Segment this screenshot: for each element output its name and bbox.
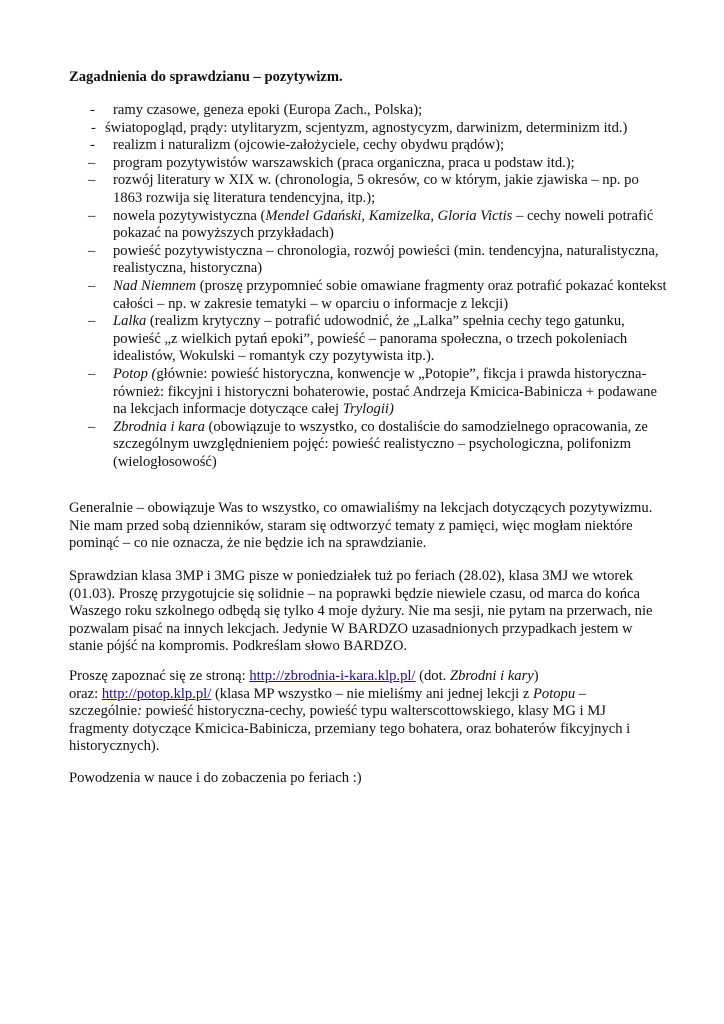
list-item — [88, 208, 668, 243]
bullet-mark: – — [88, 365, 96, 382]
paragraph-test-dates: Sprawdzian klasa 3MP i 3MG pisze w poniedziałek tuż po feriach (28.02), klasa 3MJ we wtorek (01.03). Proszę przygotujcie się solidnie – na poprawki będzie niewiele czasu, od marca do końca Waszego roku szkolnego odbędą się tylko 4 moje dyżury. Nie ma sesji, nie pytam na przerwach, nie pozwalam pisać na innych lekcjach. Jedynie W BARDZO uzasadnionych przypadkach jestem w stanie pójść na kompromis. Podkreślam słowo BARDZO. — [69, 568, 653, 655]
list-item-text: program pozytywistów warszawskich (praca organiczna, praca u podstaw itd.); — [113, 154, 575, 171]
work-title: Mendel Gdański, Kamizelka, Gloria Victis — [265, 207, 513, 224]
topic-list — [88, 102, 668, 471]
document-title: Zagadnienia do sprawdzianu – pozytywizm. — [69, 69, 343, 85]
list-item-text: Lalka (realizm krytyczny – potrafić udowodnić, że „Lalka” spełnia cechy tego gatunku, powieść „z wielkich pytań epoki”, powieść – panorama społeczna, o trzech pokoleniach idealistów, Wokulski – romantyk czy pozytywista itp.). — [113, 313, 628, 365]
bullet-mark: - — [90, 102, 95, 118]
paragraph-general: Generalnie – obowiązuje Was to wszystko, co omawialiśmy na lekcjach dotyczących pozytywizmu. Nie mam przed sobą dzienników, staram się odtworzyć tematy z pamięci, więc mogłam niektóre pominąć – co nie oznacza, że nie będzie ich na sprawdzianie. — [69, 500, 653, 552]
list-item — [88, 102, 668, 120]
link-potop[interactable]: http://potop.klp.pl/ — [101, 685, 212, 702]
work-title: Trylogii) — [342, 401, 394, 418]
list-item — [88, 155, 668, 173]
list-item-text: Potop (głównie: powieść historyczna, konwencje w „Potopie”, fikcja i prawda historyczna- również: fikcyjni i historyczni bohaterowie, postać Andrzeja Kmicica-Babinicza + podawane na lekcjach informacje dotyczące całej Trylogii) — [113, 365, 657, 418]
work-title: Lalka — [113, 313, 147, 330]
bullet-mark: – — [88, 313, 96, 330]
work-title: Zbrodnia i kara — [113, 418, 205, 435]
paragraph-resources: Proszę zapoznać się ze stroną: http://zbrodnia-i-kara.klp.pl/ (dot. Zbrodni i kary) oraz: http://potop.klp.pl/ (klasa MP wszystko – nie mieliśmy ani jednej lekcji z Potopu – szczególnie: powieść historyczna-cechy, powieść typu walterscottowskiego, klasy MG i MJ fragmenty dotyczące Kmicica-Babinicza, przemiany tego bohatera, oraz bohaterów fikcyjnych i historycznych). — [69, 668, 631, 755]
bullet-mark: – — [88, 242, 96, 259]
bullet-mark: – — [88, 207, 96, 224]
list-item — [88, 120, 668, 138]
list-item-text: Nad Niemnem (proszę przypomnieć sobie omawiane fragmenty oraz potrafić pokazać kontekst całości – np. w zakresie tematyki – w oparciu o informacje z lekcji) — [113, 277, 667, 312]
list-item-text: powieść pozytywistyczna – chronologia, rozwój powieści (min. tendencyjna, naturalistyczna, realistyczna, historyczna) — [113, 242, 659, 277]
bullet-mark: - — [91, 119, 96, 136]
list-item-text: światopogląd, prądy: utylitaryzm, scjentyzm, agnostycyzm, darwinizm, determinizm itd.) — [105, 119, 628, 136]
list-item — [88, 137, 668, 155]
list-item — [88, 366, 668, 419]
list-item-text: Zbrodnia i kara (obowiązuje to wszystko, co dostaliście do samodzielnego opracowania, ze szczególnym uwzględnieniem pojęć: powieść realistyczno – psychologiczna, polifonizm (wielogłosowość) — [113, 418, 648, 470]
bullet-mark: – — [88, 418, 96, 435]
list-item — [88, 419, 668, 472]
work-title: Nad Niemnem — [113, 277, 197, 294]
bullet-mark: – — [88, 172, 96, 189]
list-item — [88, 172, 668, 207]
list-item — [88, 243, 668, 278]
bullet-mark: – — [88, 154, 96, 171]
list-item — [88, 278, 668, 313]
list-item-text: ramy czasowe, geneza epoki (Europa Zach., Polska); — [113, 102, 423, 118]
link-zbrodnia-i-kara[interactable]: http://zbrodnia-i-kara.klp.pl/ — [249, 668, 416, 684]
bullet-mark: – — [88, 277, 96, 294]
list-item-text: nowela pozytywistyczna (Mendel Gdański, Kamizelka, Gloria Victis – cechy noweli potrafić pokazać na powyższych przykładach) — [113, 207, 654, 242]
list-item-text: realizm i naturalizm (ojcowie-założyciele, cechy obydwu prądów); — [113, 137, 505, 154]
work-title: Potop ( — [113, 365, 157, 382]
bullet-mark: - — [90, 137, 95, 154]
list-item-text: rozwój literatury w XIX w. (chronologia, 5 okresów, co w którym, jakie zjawiska – np. po 1863 rozwija się literatura tendencyjna, itp.); — [113, 172, 639, 206]
paragraph-closing: Powodzenia w nauce i do zobaczenia po feriach :) — [69, 770, 362, 786]
list-item — [88, 313, 668, 366]
